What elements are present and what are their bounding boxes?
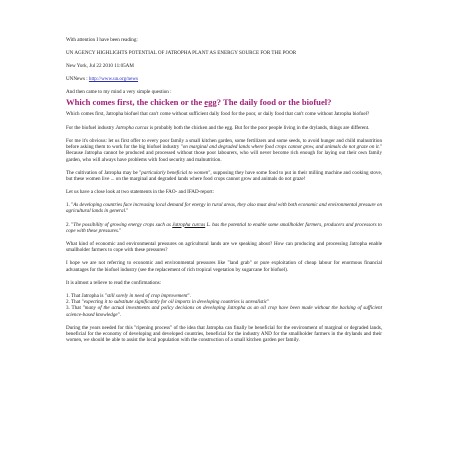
p2-text-a: For the biofuel industry: [66, 124, 116, 131]
question-part-b: ? The daily food or the biofuel?: [216, 96, 332, 107]
question-part-a: Which comes first, the chicken or the: [66, 96, 205, 107]
quote-1: [66, 202, 382, 215]
intro-line: With attention I have been reading:: [66, 37, 138, 43]
document-page: [66, 37, 382, 344]
c3-text-a: 3. That ": [66, 305, 85, 312]
paragraph-4: [66, 170, 382, 183]
p4-text-a: The cultivation of Jatropha may be ": [66, 169, 142, 176]
c2-text-a: 2. That ": [66, 299, 84, 306]
paragraph-1: Which comes first, Jatropha biofuel that can't come without sufficient daily food for the poor, or daily food that can't come without Jatropha biofuel?: [66, 111, 370, 118]
question-heading: [66, 98, 382, 108]
question-egg: egg: [204, 96, 217, 107]
paragraph-9: During the years needed for this "ripening process" of the idea that Jatropha can finally be beneficial for the environment of marginal or degraded lands, beneficial for the economy of developing and developed countries, beneficial for the industry AND for the smallholder farmers in the drylands and their women, we should be able to assist the local population with the construction of a small kitchen garden per family.: [66, 324, 382, 344]
quote-2: [66, 222, 382, 235]
paragraph-7: I hope we are not referring to economic and environmental pressures like "land grab" or pure exploitation of cheap labour for enormous financial advantages for the biofuel industry (see the replacement of rich tropical vegetation by sugarcane for biofuel).: [66, 260, 382, 273]
news-headline: UN AGENCY HIGHLIGHTS POTENTIAL OF JATROPHA PLANT AS ENERGY SOURCE FOR THE POOR: [66, 50, 297, 57]
c3-text-b: ".: [117, 311, 121, 318]
c2-text-b: ": [267, 299, 270, 306]
q1-text-a: 1. ": [66, 202, 74, 209]
p3-text-b: " Because Jatropha cannot be produced and processed without those poor labourers, who will never become rich enough for laying out their own family garden, who will always have problems with food security and malnutrition.: [66, 143, 382, 163]
source-link[interactable]: http://www.un.org/news: [88, 76, 139, 83]
c1-italic: still sorely in need of crop improvement: [106, 292, 188, 299]
p4-italic: particularly beneficial to women: [141, 169, 209, 176]
p2-italic: Jatropha curcas: [115, 124, 149, 131]
c1-text-a: 1. That Jatropha is ": [66, 292, 107, 299]
q1-text-b: ": [126, 208, 129, 215]
c2-italic: expecting it to substitute significantly for oil imports in developing countries is unrealistic: [83, 299, 268, 306]
q2-underlined: Jatropha curcas: [172, 221, 206, 228]
paragraph-3: [66, 138, 382, 163]
paragraph-6: What kind of economic and environmental pressures on agricultural lands are we speaking about? How can producing and processing Jatropha enable smallholder farmers to cope with these pressures?: [66, 240, 382, 254]
dateline: New York, Jul 22 2010 11:05AM: [66, 63, 134, 70]
paragraph-5: Let us have a close look at two statements in the FAO- and IFAD-report:: [66, 189, 214, 196]
p3-text-a: For me it's obvious: let us first offer to every poor family a small kitchen garden, some fertilizers and some seeds, to avoid hunger and child malnutrition before asking them to work for the big biofuel industry ": [66, 137, 382, 150]
q1-italic: As developing countries face increasing local demand for energy in rural areas, they also must deal with both economic and environmental pressure on agricultural lands in general.: [66, 202, 383, 215]
q2-italic-2: L. has the potential to enable some smallholder farmers, producers and processors to cope with these pressures.: [66, 221, 382, 234]
confirmation-3: [66, 305, 382, 318]
came-to-mind-line: And then came to my mind a very simple question :: [66, 89, 172, 96]
source-prefix: UNNews :: [66, 76, 89, 83]
q2-text-a: 2. ": [66, 221, 74, 228]
p3-italic: on marginal and degraded lands where food crops cannot grow, and animals do not graze on it.: [182, 143, 380, 150]
paragraph-8: It is almost a relieve to read the confirmations:: [66, 279, 162, 286]
q2-italic-1: The possibility of growing energy crops such as: [73, 221, 173, 228]
c1-text-b: ".: [187, 292, 191, 299]
c3-italic: many of the actual investments and policy decisions on developing Jatropha as an oil crop have been made without the backing of sufficient science-based knowledge: [66, 305, 382, 318]
q2-text-b: ": [119, 227, 122, 234]
paragraph-2: [66, 125, 382, 131]
p2-text-b: is probably both the chicken and the egg. But for the poor people living in the drylands, things are different.: [148, 124, 370, 131]
p4-text-b: ", supposing they have some food to put in their milling machine and cooking stove, but these women live ... on the marginal and degraded lands where food crops cannot grow and animals do not graze!: [66, 169, 382, 182]
